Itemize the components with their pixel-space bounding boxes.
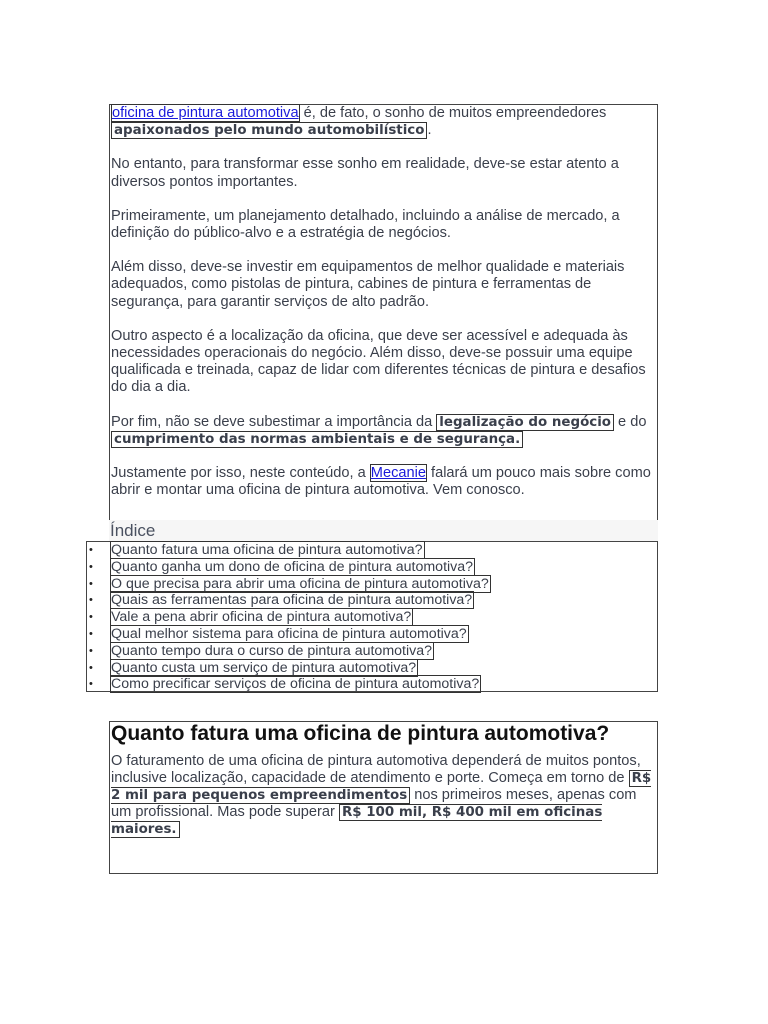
intro-paragraph-6 — [110, 414, 657, 448]
intro-paragraph-5: Outro aspecto é a localização da oficina, que deve ser acessível e adequada às necessidades operacionais do negócio. Além disso, deve-se possuir uma equipe qualificada e treinada, capaz de lidar com diferentes técnicas de pintura e desafios do dia a dia. — [111, 327, 646, 396]
intro-paragraph-1 — [110, 105, 657, 139]
intro-section — [109, 104, 658, 522]
intro-paragraph-3: Primeiramente, um planejamento detalhado, incluindo a análise de mercado, a definição do público-alvo e a estratégia de negócios. — [111, 207, 620, 242]
index-item[interactable] — [87, 542, 657, 559]
intro-paragraph-4: Além disso, deve-se investir em equipamentos de melhor qualidade e materiais adequados, como pistolas de pintura, cabines de pintura e ferramentas de segurança, para garantir serviços de alto padrão. — [111, 259, 625, 310]
index-link[interactable]: Quais as ferramentas para oficina de pintura automotiva? — [111, 592, 473, 609]
text: nos primeiros meses, apenas com um profissional. Mas pode superar — [111, 786, 637, 821]
bold-highlight: apaixonados pelo mundo automobilístico — [111, 122, 427, 139]
text: falará um pouco mais sobre como abrir e montar uma oficina de pintura automotiva. Vem conosco. — [111, 465, 651, 499]
bold-highlight: legalização do negócio — [436, 414, 614, 431]
text: Por fim, não se deve subestimar a importância da — [111, 413, 437, 430]
intro-paragraph-2: No entanto, para transformar esse sonho em realidade, deve-se estar atento a diversos pontos importantes. — [111, 156, 619, 190]
index-item[interactable] — [87, 609, 657, 626]
index-item[interactable] — [87, 660, 657, 677]
bold-highlight: R$ 100 mil, R$ 400 mil em oficinas maiores. — [111, 805, 603, 838]
index-item[interactable] — [87, 626, 657, 643]
mecanie-link[interactable]: Mecanie — [370, 465, 426, 482]
revenue-paragraph — [110, 753, 657, 839]
text: Justamente por isso, neste conteúdo, a — [111, 465, 370, 482]
text: e do — [614, 413, 647, 430]
text: O faturamento de uma oficina de pintura automotiva dependerá de muitos pontos, inclusive localização, capacidade de atendimento e porte. Começa em torno de — [111, 752, 641, 786]
index-link[interactable]: Como precificar serviços de oficina de pintura automotiva? — [111, 676, 480, 693]
index-link[interactable]: Quanto ganha um dono de oficina de pintura automotiva? — [111, 558, 474, 575]
index-link[interactable]: Quanto fatura uma oficina de pintura automotiva? — [111, 542, 423, 558]
index-item[interactable] — [87, 592, 657, 609]
index-list — [86, 541, 658, 692]
index-item[interactable] — [87, 643, 657, 660]
bold-highlight: R$ 2 mil para pequenos empreendimentos — [111, 770, 652, 803]
index-item[interactable] — [87, 576, 657, 593]
text: é, de fato, o sonho de muitos empreendedores — [299, 105, 607, 121]
index-link[interactable]: Vale a pena abrir oficina de pintura automotiva? — [111, 609, 412, 626]
oficina-link[interactable]: oficina de pintura automotiva — [112, 105, 299, 121]
bold-highlight: cumprimento das normas ambientais e de segurança. — [111, 431, 523, 448]
text: . — [427, 122, 432, 139]
index-title: Índice — [109, 520, 658, 541]
index-link[interactable]: Qual melhor sistema para oficina de pintura automotiva? — [111, 625, 467, 642]
index-link[interactable]: O que precisa para abrir uma oficina de pintura automotiva? — [111, 575, 489, 592]
intro-paragraph-7 — [110, 465, 657, 499]
index-item[interactable] — [87, 559, 657, 576]
section-heading: Quanto fatura uma oficina de pintura automotiva? — [111, 722, 610, 745]
index-item[interactable] — [87, 676, 657, 693]
index-link[interactable]: Quanto tempo dura o curso de pintura automotiva? — [111, 642, 432, 659]
index-link[interactable]: Quanto custa um serviço de pintura automotiva? — [111, 659, 417, 676]
revenue-section — [109, 721, 658, 874]
